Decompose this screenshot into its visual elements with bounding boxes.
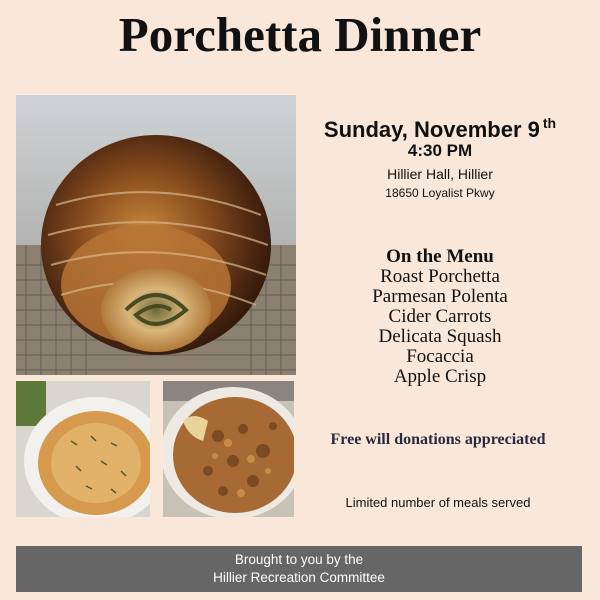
limited-meals-note: Limited number of meals served <box>345 495 531 510</box>
menu-section <box>300 247 580 387</box>
footer-line-1: Brought to you by the <box>234 552 364 567</box>
menu-item: Parmesan Polenta <box>372 286 508 307</box>
apple-crisp-photo <box>163 381 294 517</box>
donations-note: Free will donations appreciated <box>330 431 546 448</box>
menu-item: Focaccia <box>406 346 474 367</box>
event-date: Sunday, November 9 $^{th}$ <box>323 115 557 142</box>
menu-item: Delicata Squash <box>378 326 502 347</box>
event-time: 4:30 PM <box>407 141 473 160</box>
poster-title: Porchetta Dinner <box>118 7 482 62</box>
event-venue: Hillier Hall, Hillier <box>387 166 493 182</box>
date-suffix: th <box>542 115 557 131</box>
footer-banner <box>16 546 582 592</box>
event-address: 18650 Loyalist Pkwy <box>385 186 495 200</box>
menu-item: Apple Crisp <box>393 366 487 387</box>
menu-item: Roast Porchetta <box>380 266 500 287</box>
porchetta-photo <box>16 95 296 375</box>
footer-line-2: Hillier Recreation Committee <box>213 570 385 585</box>
focaccia-photo <box>16 381 150 517</box>
menu-heading: On the Menu <box>386 246 494 267</box>
menu-item: Cider Carrots <box>388 306 492 327</box>
